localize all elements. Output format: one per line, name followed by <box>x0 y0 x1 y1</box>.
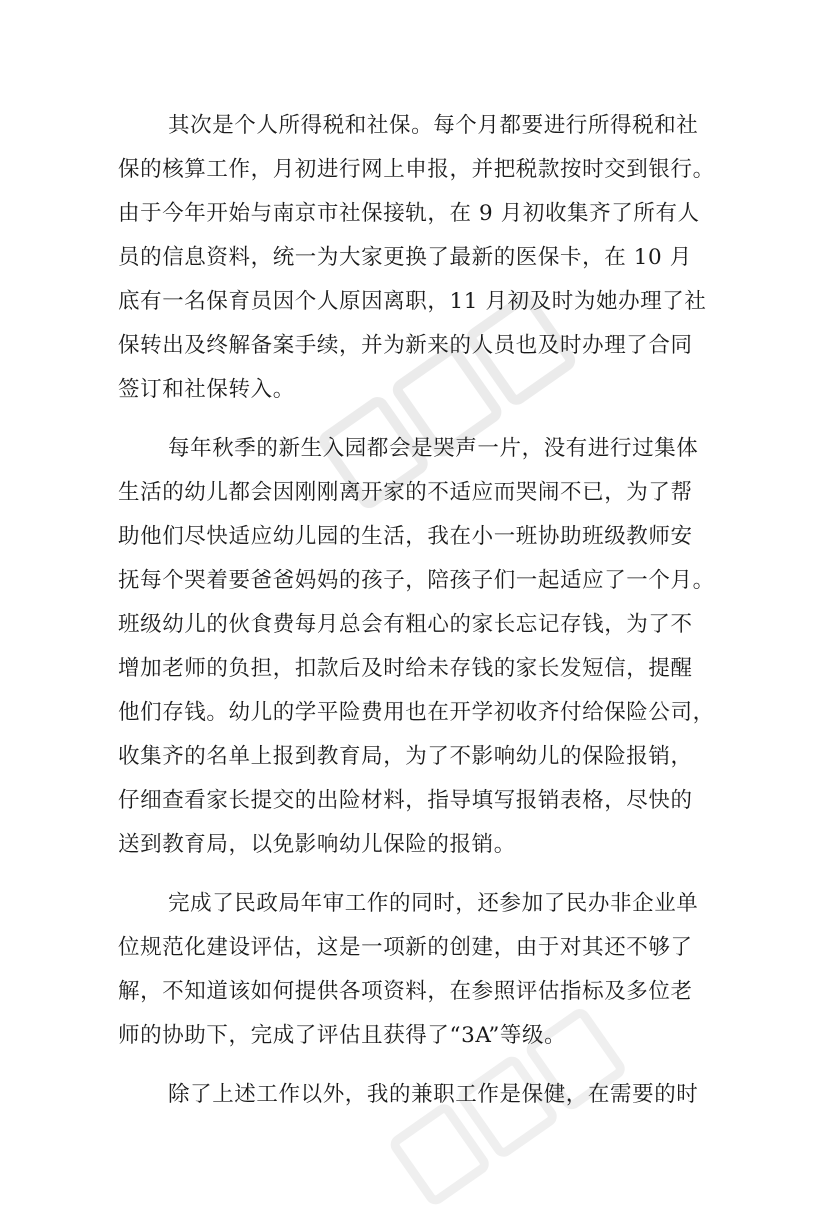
paragraph <box>118 427 718 867</box>
paragraph-line: 生活的幼儿都会因刚刚离开家的不适应而哭闹不已，为了帮 <box>118 480 693 505</box>
paragraph-line: 由于今年开始与南京市社保接轨，在 9 月初收集齐了所有人 <box>118 201 700 226</box>
paragraph <box>118 104 718 412</box>
paragraph-line: 完成了民政局年审工作的同时，还参加了民办非企业单 <box>168 891 699 916</box>
paragraph-line: 保转出及终解备案手续，并为新来的人员也及时办理了合同 <box>118 333 693 358</box>
paragraph-line: 收集齐的名单上报到教育局，为了不影响幼儿的保险报销， <box>118 744 693 769</box>
paragraph-line: 师的协助下，完成了评估且获得了“3A”等级。 <box>118 1023 567 1048</box>
paragraph-line: 除了上述工作以外，我的兼职工作是保健，在需要的时 <box>168 1082 699 1107</box>
paragraph-line: 保的核算工作，月初进行网上申报，并把税款按时交到银行。 <box>118 157 715 182</box>
paragraph-line: 仔细查看家长提交的出险材料，指导填写报销表格，尽快的 <box>118 788 693 813</box>
paragraph <box>118 1073 718 1117</box>
paragraph-line: 底有一名保育员因个人原因离职，11 月初及时为她办理了社 <box>118 289 707 314</box>
paragraph-line: 解，不知道该如何提供各项资料，在参照评估指标及多位老 <box>118 979 693 1004</box>
paragraph-line: 其次是个人所得税和社保。每个月都要进行所得税和社 <box>168 113 699 138</box>
paragraph-line: 他们存钱。幼儿的学平险费用也在开学初收齐付给保险公司， <box>118 700 715 725</box>
paragraph-line: 签订和社保转入。 <box>118 377 295 402</box>
paragraph-line: 每年秋季的新生入园都会是哭声一片，没有进行过集体 <box>168 436 699 461</box>
paragraph <box>118 882 718 1058</box>
document-body <box>118 104 718 1132</box>
paragraph-line: 送到教育局，以免影响幼儿保险的报销。 <box>118 832 516 857</box>
paragraph-line: 班级幼儿的伙食费每月总会有粗心的家长忘记存钱，为了不 <box>118 612 693 637</box>
paragraph-line: 增加老师的负担，扣款后及时给未存钱的家长发短信，提醒 <box>118 656 693 681</box>
paragraph-line: 位规范化建设评估，这是一项新的创建，由于对其还不够了 <box>118 935 693 960</box>
paragraph-line: 助他们尽快适应幼儿园的生活，我在小一班协助班级教师安 <box>118 524 693 549</box>
paragraph-line: 员的信息资料，统一为大家更换了最新的医保卡，在 10 月 <box>118 245 692 270</box>
paragraph-line: 抚每个哭着要爸爸妈妈的孩子，陪孩子们一起适应了一个月。 <box>118 568 715 593</box>
